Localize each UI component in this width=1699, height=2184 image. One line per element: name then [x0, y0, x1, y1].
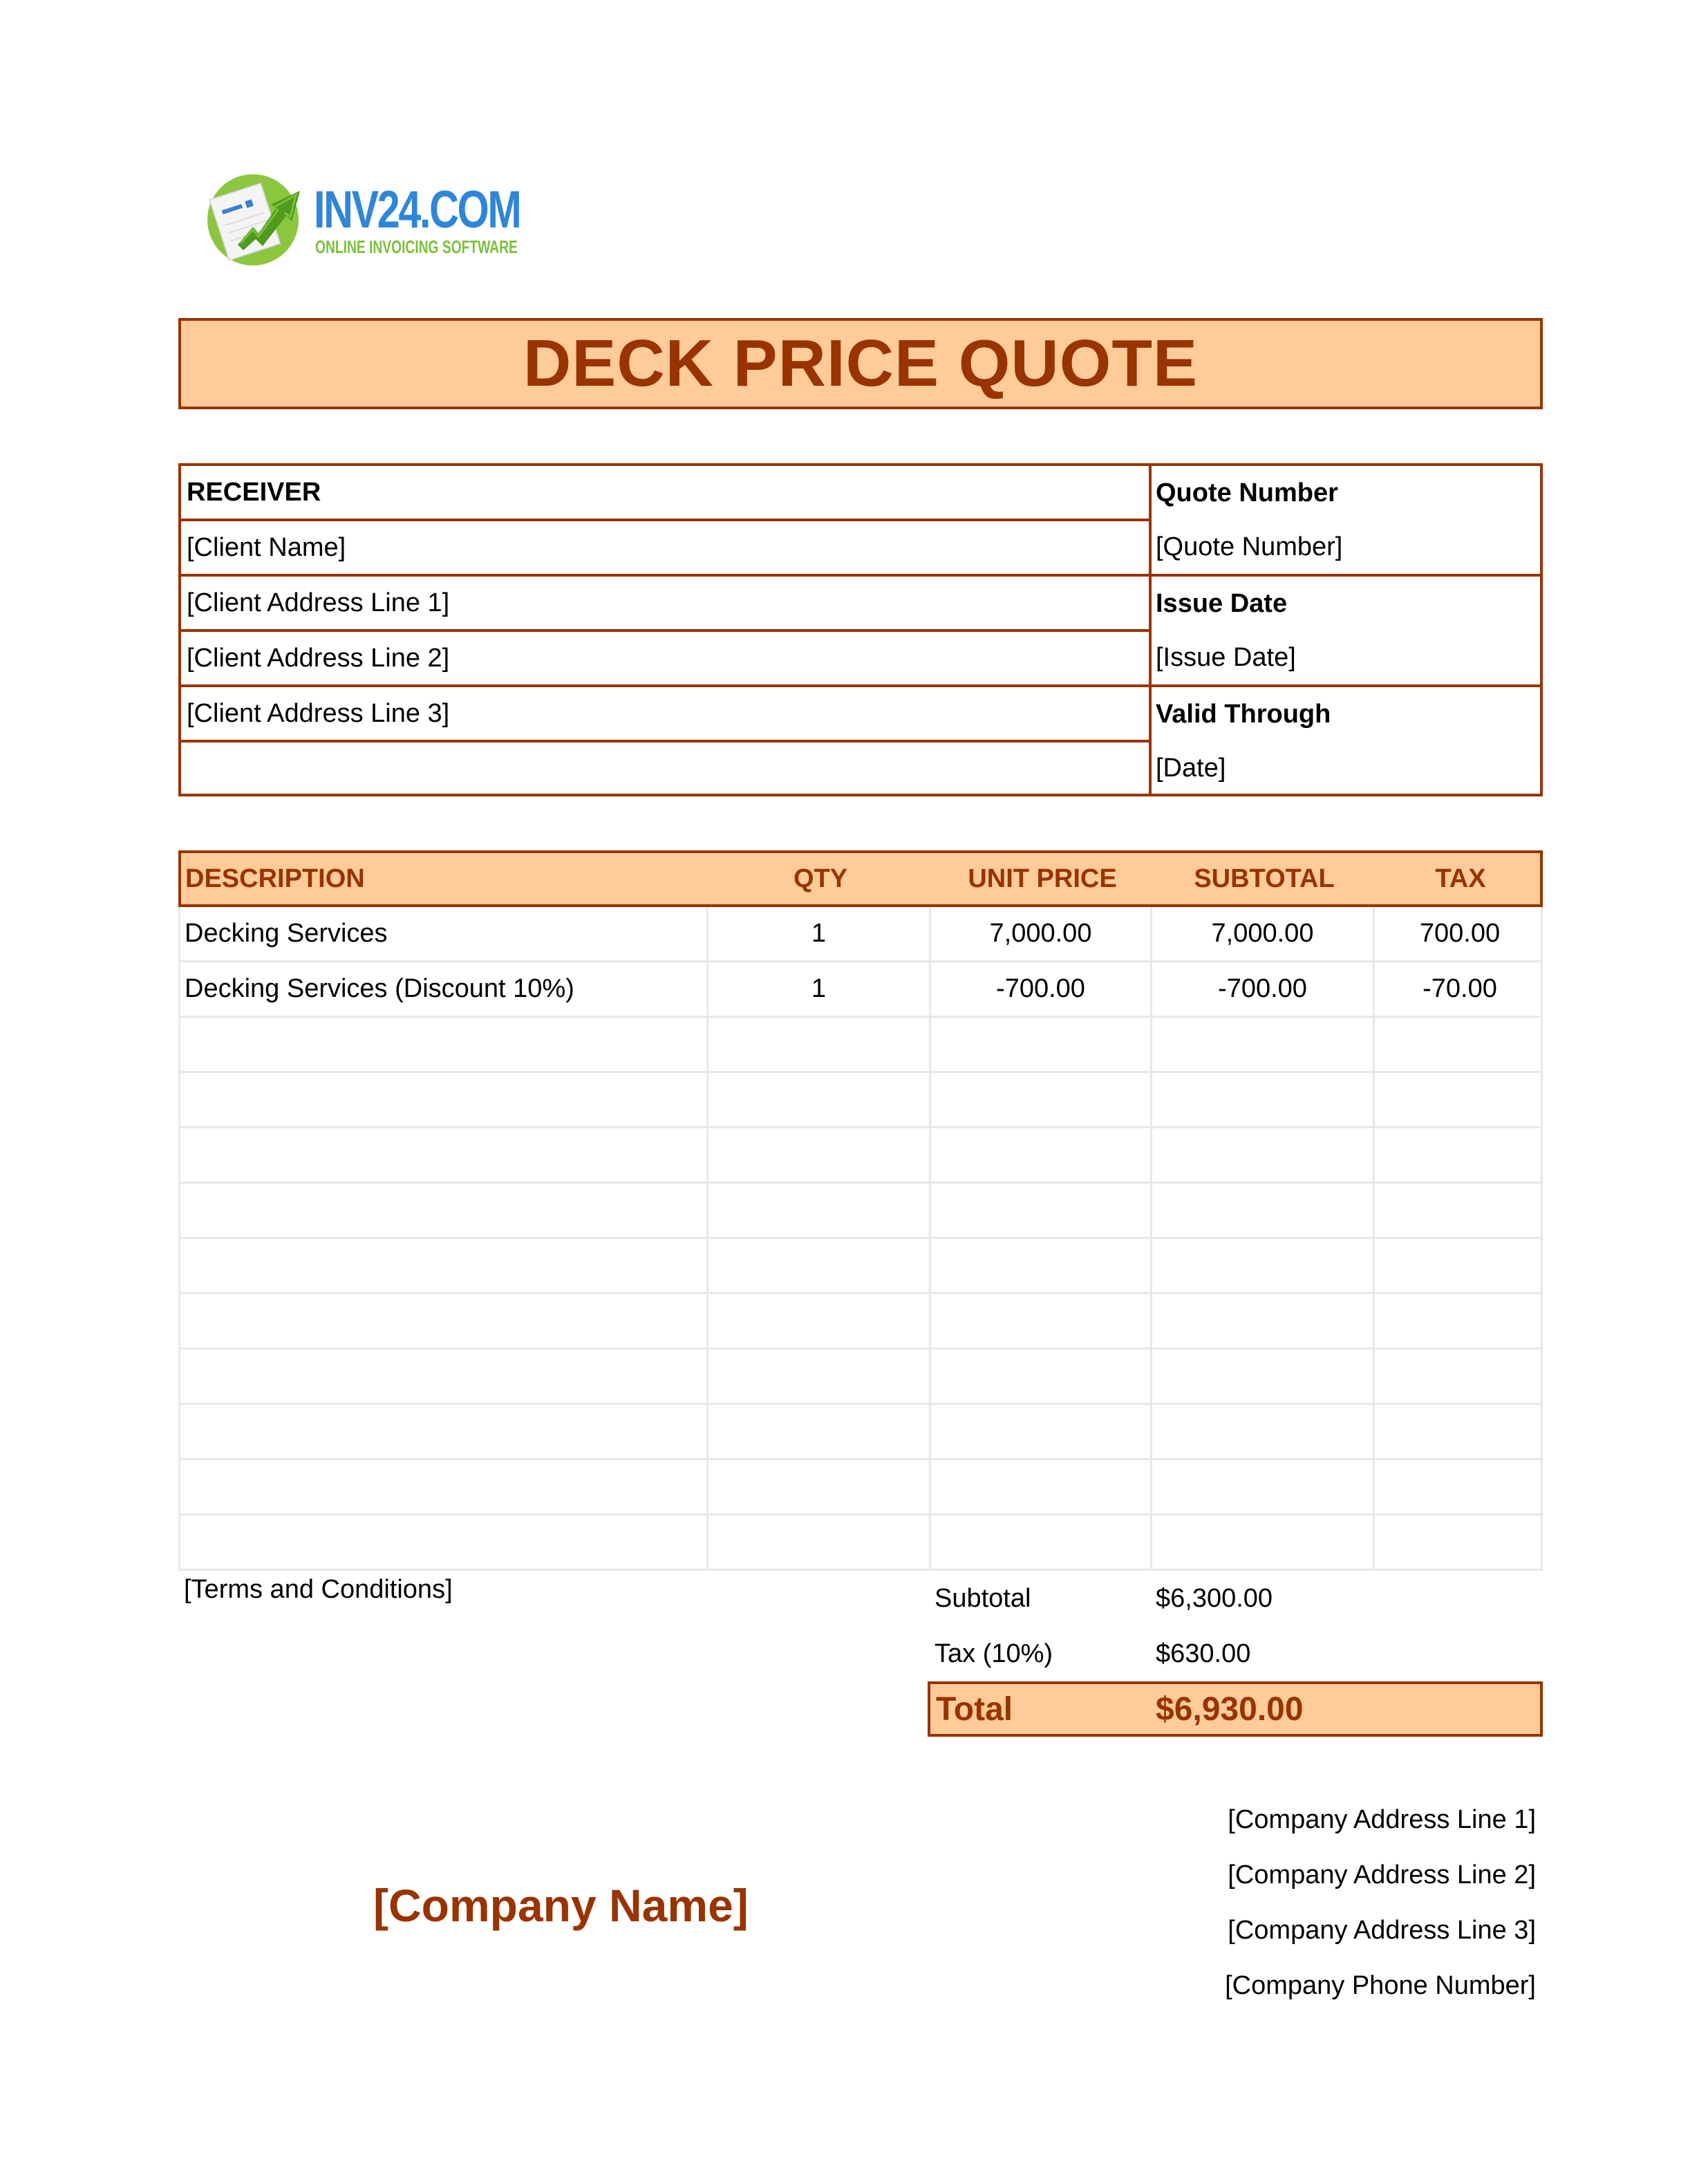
- total-label: Total: [936, 1690, 1013, 1728]
- table-row: [180, 1405, 1541, 1460]
- logo-tagline: ONLINE INVOICING SOFTWARE: [315, 236, 518, 257]
- cell-unit-price[interactable]: [931, 1073, 1152, 1126]
- cell-qty[interactable]: [708, 1460, 931, 1513]
- company-address-line-3[interactable]: [Company Address Line 3]: [1228, 1915, 1536, 1945]
- client-address-line-2[interactable]: [Client Address Line 2]: [181, 632, 1149, 687]
- cell-tax: 700.00: [1419, 919, 1501, 948]
- client-extra-line[interactable]: [181, 743, 1149, 798]
- column-header-description: DESCRIPTION: [185, 864, 365, 893]
- cell-subtotal: [1152, 1460, 1375, 1513]
- cell-description[interactable]: [180, 1184, 708, 1237]
- company-phone-number[interactable]: [Company Phone Number]: [1225, 1970, 1536, 2000]
- cell-tax: [1375, 1460, 1545, 1513]
- valid-through-label: Valid Through: [1156, 699, 1331, 729]
- tax-label: Tax (10%): [935, 1639, 1053, 1668]
- cell-qty[interactable]: [708, 1515, 931, 1569]
- total-value: $6,930.00: [1156, 1690, 1304, 1728]
- cell-qty[interactable]: [708, 1018, 931, 1071]
- document-title: DECK PRICE QUOTE: [523, 326, 1199, 400]
- line-items-table: [178, 850, 1543, 1571]
- tax-row: [935, 1626, 1543, 1681]
- client-address-line-3[interactable]: [Client Address Line 3]: [181, 687, 1149, 743]
- cell-unit-price[interactable]: [931, 1405, 1152, 1458]
- cell-subtotal: -700.00: [1152, 962, 1375, 1016]
- inv24-logo: [205, 170, 520, 267]
- quote-meta-section: [1152, 466, 1540, 794]
- cell-unit-price[interactable]: [931, 1515, 1152, 1569]
- cell-qty[interactable]: [708, 1128, 931, 1182]
- invoice-growth-arrow-icon: [205, 170, 301, 267]
- receiver-info-block: [178, 463, 1543, 796]
- cell-unit-price[interactable]: [931, 1460, 1152, 1513]
- cell-subtotal: [1152, 1239, 1375, 1292]
- issue-date-value[interactable]: [Issue Date]: [1156, 642, 1296, 672]
- terms-and-conditions[interactable]: [Terms and Conditions]: [184, 1575, 453, 1604]
- cell-qty[interactable]: [708, 1184, 931, 1237]
- table-row: [180, 1018, 1541, 1073]
- cell-qty[interactable]: [708, 1350, 931, 1403]
- cell-description[interactable]: Decking Services (Discount 10%): [180, 962, 708, 1016]
- company-address-line-1[interactable]: [Company Address Line 1]: [1228, 1804, 1536, 1834]
- quote-number-block: [1152, 466, 1540, 577]
- cell-unit-price[interactable]: [931, 1350, 1152, 1403]
- cell-tax: [1375, 1515, 1545, 1569]
- cell-description[interactable]: [180, 1018, 708, 1071]
- cell-tax: [1375, 1239, 1545, 1292]
- cell-subtotal: [1152, 1515, 1375, 1569]
- cell-tax: [1375, 1073, 1545, 1126]
- cell-unit-price[interactable]: 7,000.00: [931, 907, 1152, 960]
- cell-unit-price[interactable]: -700.00: [931, 962, 1152, 1016]
- cell-description[interactable]: [180, 1405, 708, 1458]
- table-row: [180, 962, 1541, 1018]
- table-row: [180, 1294, 1541, 1350]
- cell-subtotal: [1152, 1405, 1375, 1458]
- column-header-unit-price: UNIT PRICE: [968, 864, 1117, 893]
- company-name[interactable]: [Company Name]: [373, 1880, 749, 1931]
- cell-description[interactable]: [180, 1073, 708, 1126]
- company-contact-block: [1225, 1792, 1536, 2013]
- cell-description[interactable]: [180, 1128, 708, 1182]
- table-row: [180, 1460, 1541, 1515]
- cell-subtotal: [1152, 1184, 1375, 1237]
- table-row: [180, 1184, 1541, 1239]
- cell-unit-price[interactable]: [931, 1239, 1152, 1292]
- cell-unit-price[interactable]: [931, 1128, 1152, 1182]
- cell-qty[interactable]: [708, 1294, 931, 1347]
- quote-number-value[interactable]: [Quote Number]: [1156, 532, 1343, 561]
- cell-subtotal: [1152, 1018, 1375, 1071]
- column-header-tax: TAX: [1435, 864, 1486, 893]
- receiver-section: [181, 466, 1152, 794]
- cell-qty[interactable]: 1: [708, 962, 931, 1016]
- document-title-banner: [178, 318, 1543, 409]
- cell-tax: [1375, 1018, 1545, 1071]
- issue-date-label: Issue Date: [1156, 588, 1288, 618]
- cell-description[interactable]: [180, 1515, 708, 1569]
- table-body: [178, 907, 1543, 1571]
- table-row: [180, 1515, 1541, 1571]
- cell-subtotal: [1152, 1294, 1375, 1347]
- receiver-heading: RECEIVER: [181, 466, 1149, 521]
- cell-tax: [1375, 1128, 1545, 1182]
- table-row: [180, 1073, 1541, 1128]
- valid-through-block: [1152, 687, 1540, 798]
- cell-qty[interactable]: [708, 1405, 931, 1458]
- subtotal-label: Subtotal: [935, 1583, 1031, 1613]
- cell-qty[interactable]: [708, 1239, 931, 1292]
- issue-date-block: [1152, 577, 1540, 687]
- cell-qty[interactable]: 1: [708, 907, 931, 960]
- cell-tax: [1375, 1350, 1545, 1403]
- cell-description[interactable]: [180, 1294, 708, 1347]
- column-header-subtotal: SUBTOTAL: [1194, 864, 1335, 893]
- table-row: [180, 1128, 1541, 1184]
- cell-tax: [1375, 1294, 1545, 1347]
- client-name-field[interactable]: [Client Name]: [181, 521, 1149, 577]
- cell-subtotal: [1152, 1128, 1375, 1182]
- company-address-line-2[interactable]: [Company Address Line 2]: [1228, 1860, 1536, 1889]
- quote-number-label: Quote Number: [1156, 478, 1338, 507]
- cell-description[interactable]: Decking Services: [180, 907, 708, 960]
- cell-tax: -70.00: [1423, 974, 1497, 1003]
- cell-description[interactable]: [180, 1350, 708, 1403]
- cell-tax: [1375, 1184, 1545, 1237]
- table-header-row: [178, 850, 1543, 907]
- cell-unit-price[interactable]: [931, 1184, 1152, 1237]
- valid-through-value[interactable]: [Date]: [1156, 753, 1226, 783]
- table-row: [180, 907, 1541, 962]
- cell-description[interactable]: [180, 1460, 708, 1513]
- cell-tax: [1375, 1405, 1545, 1458]
- cell-description[interactable]: [180, 1239, 708, 1292]
- logo-brand-text: INV24.COM: [314, 180, 520, 239]
- cell-unit-price[interactable]: [931, 1018, 1152, 1071]
- subtotal-row: [935, 1571, 1543, 1626]
- cell-subtotal: [1152, 1350, 1375, 1403]
- cell-unit-price[interactable]: [931, 1294, 1152, 1347]
- total-row: [928, 1681, 1543, 1737]
- cell-subtotal: 7,000.00: [1152, 907, 1375, 960]
- cell-qty[interactable]: [708, 1073, 931, 1126]
- tax-value: $630.00: [1156, 1639, 1251, 1668]
- client-address-line-1[interactable]: [Client Address Line 1]: [181, 577, 1149, 632]
- table-row: [180, 1350, 1541, 1405]
- column-header-qty: QTY: [793, 864, 848, 893]
- cell-subtotal: [1152, 1073, 1375, 1126]
- table-row: [180, 1239, 1541, 1294]
- subtotal-value: $6,300.00: [1156, 1583, 1273, 1613]
